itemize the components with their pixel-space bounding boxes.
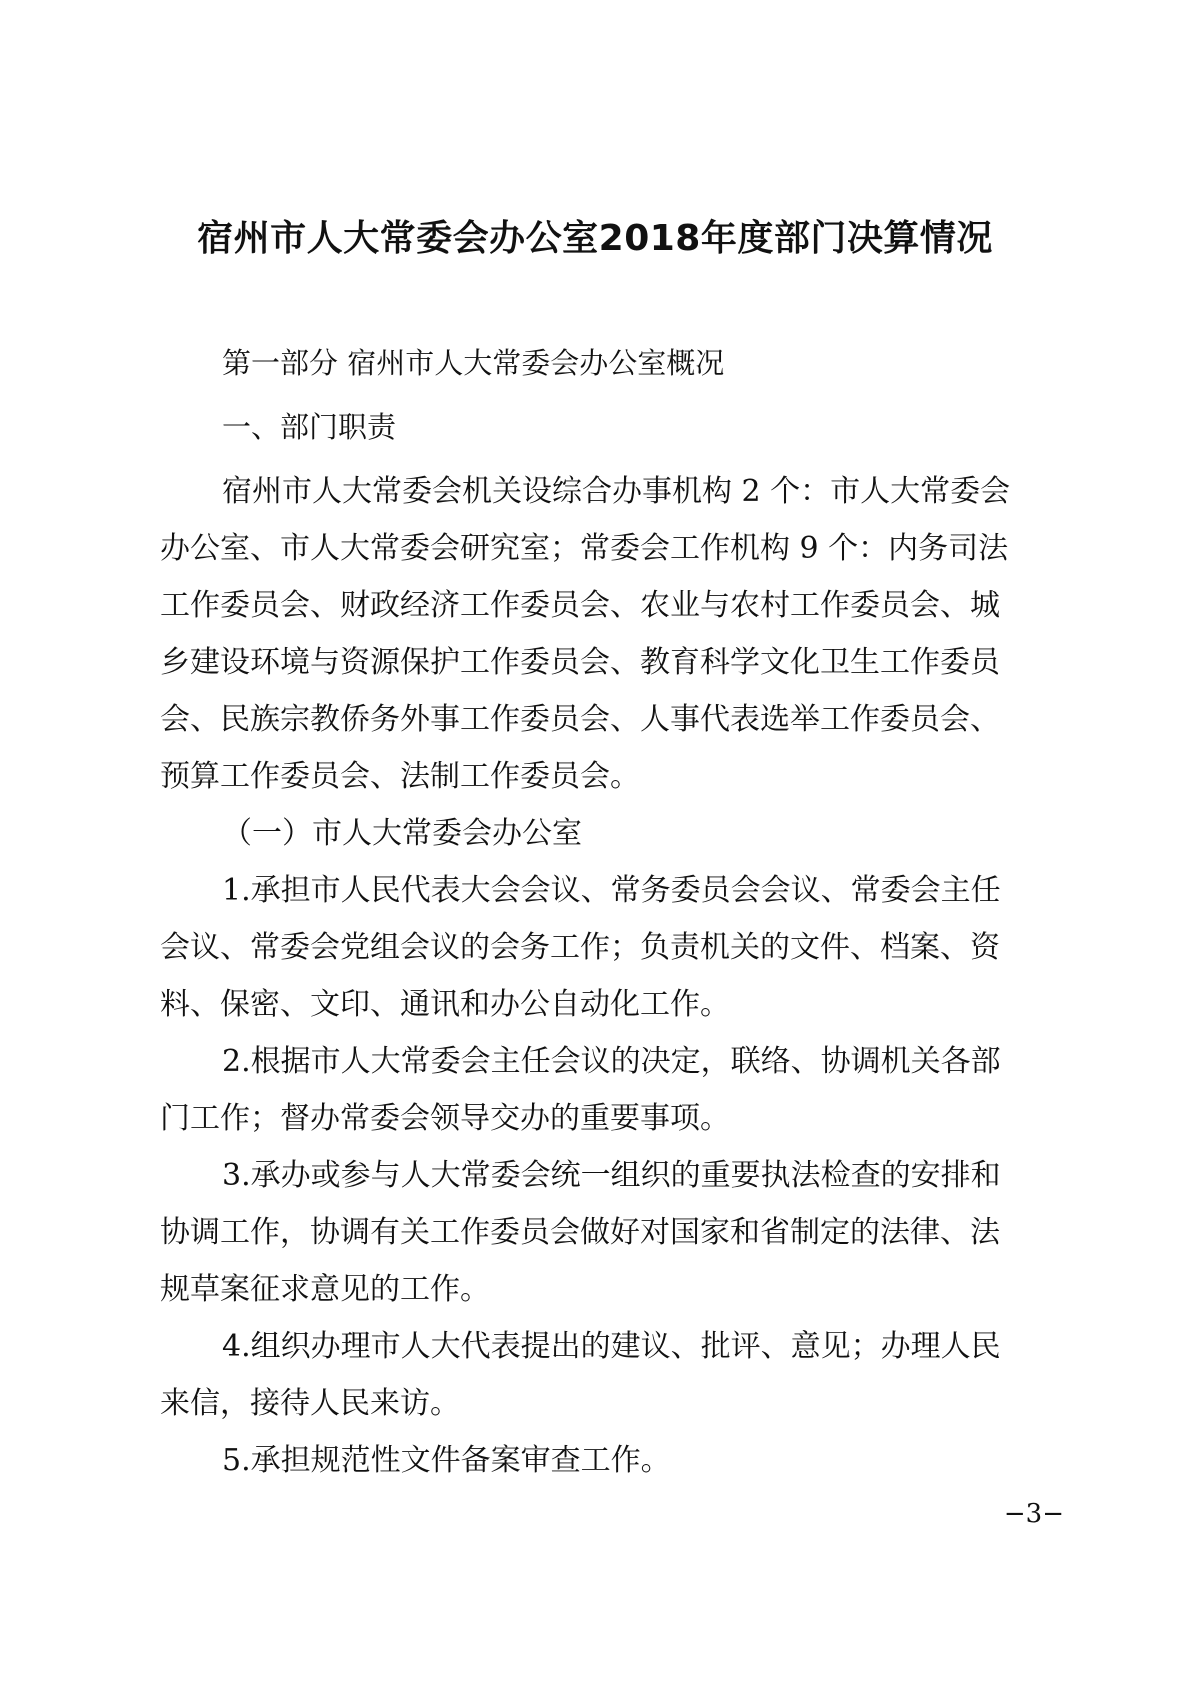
paragraph-line: 协调工作，协调有关工作委员会做好对国家和省制定的法律、法 xyxy=(160,1215,1000,1250)
paragraph-line: 宿州市人大常委会机关设综合办事机构 2 个：市人大常委会 xyxy=(222,474,1011,509)
paragraph-line: 来信，接待人民来访。 xyxy=(160,1386,460,1421)
paragraph-line: 工作委员会、财政经济工作委员会、农业与农村工作委员会、城 xyxy=(160,588,1000,623)
paragraph-line: 3.承办或参与人大常委会统一组织的重要执法检查的安排和 xyxy=(222,1158,1001,1193)
duty-item-2 xyxy=(160,1033,1045,1147)
page-number: −3− xyxy=(1003,1499,1064,1529)
document-title: 宿州市人大常委会办公室2018年度部门决算情况 xyxy=(197,218,993,259)
paragraph-line: 2.根据市人大常委会主任会议的决定，联络、协调机关各部 xyxy=(222,1044,1001,1079)
intro-paragraph xyxy=(160,463,1045,805)
paragraph-line: 4.组织办理市人大代表提出的建议、批评、意见；办理人民 xyxy=(222,1329,1001,1364)
paragraph-line: 门工作；督办常委会领导交办的重要事项。 xyxy=(160,1101,730,1136)
paragraph-line: 规草案征求意见的工作。 xyxy=(160,1272,490,1307)
section-heading: 一、部门职责 xyxy=(222,410,397,444)
paragraph-line: 5.承担规范性文件备案审查工作。 xyxy=(222,1443,671,1478)
document-body xyxy=(160,335,1045,1489)
duty-item-1 xyxy=(160,862,1045,1033)
paragraph-line: 预算工作委员会、法制工作委员会。 xyxy=(160,759,640,794)
paragraph-line: 料、保密、文印、通讯和办公自动化工作。 xyxy=(160,987,730,1022)
subsection-heading: （一）市人大常委会办公室 xyxy=(222,816,582,851)
paragraph-line: 1.承担市人民代表大会会议、常务委员会会议、常委会主任 xyxy=(222,873,1001,908)
paragraph-line: 会、民族宗教侨务外事工作委员会、人事代表选举工作委员会、 xyxy=(160,702,1000,737)
paragraph-line: 会议、常委会党组会议的会务工作；负责机关的文件、档案、资 xyxy=(160,930,1000,965)
paragraph-line: 乡建设环境与资源保护工作委员会、教育科学文化卫生工作委员 xyxy=(160,645,1000,680)
paragraph-line: 办公室、市人大常委会研究室；常委会工作机构 9 个：内务司法 xyxy=(160,531,1009,566)
part-heading: 第一部分 宿州市人大常委会办公室概况 xyxy=(222,346,725,380)
duty-item-3 xyxy=(160,1147,1045,1318)
duty-item-4 xyxy=(160,1318,1045,1432)
duty-item-5 xyxy=(160,1432,1045,1489)
